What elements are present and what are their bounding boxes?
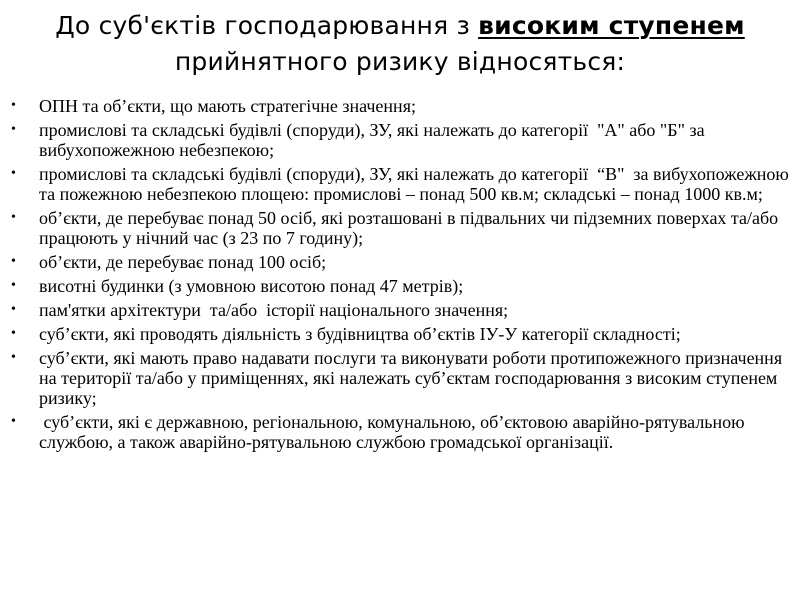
list-item [8,96,792,116]
list-item [8,412,792,452]
list-item-text: об’єкти, де перебуває понад 100 осіб; [39,252,327,272]
list-item [8,324,792,344]
list-item-text: суб’єкти, які є державною, регіональною, комунальною, об’єктовою аварійно-рятувальною службою, а також аварійно-рятувальною службою громадської організації. [39,412,750,452]
list-item-text: промислові та складські будівлі (споруди), ЗУ, які належать до категорії “В" за вибухопожежною та пожежною небезпекою площею: промислові – понад 500 кв.м; складські – понад 1000 кв.м; [39,164,794,204]
bullet-icon: • [11,326,16,341]
list-item [8,348,792,408]
list-item-text: суб’єкти, які мають право надавати послуги та виконувати роботи протипожежного призначення на території та/або у приміщеннях, які належать суб’єктам господарювання з високим ступенем ризику; [39,348,787,408]
title-part-2: прийнятного ризику відносяться: [174,47,626,76]
slide-title [30,8,770,80]
bullet-icon: • [11,302,16,317]
list-item-text: об’єкти, де перебуває понад 50 осіб, які розташовані в підвальних чи підземних поверхах та/або працюють у нічний час (з 23 по 7 годину); [39,208,783,248]
list-item [8,164,792,204]
bullet-icon: • [11,278,16,293]
list-item [8,252,792,272]
bullet-icon: • [11,98,16,113]
list-item [8,300,792,320]
bullet-icon: • [11,254,16,269]
bullet-icon: • [11,122,16,137]
list-item-text: висотні будинки (з умовною висотою понад 47 метрів); [39,276,464,296]
title-part-1: До суб'єктів господарювання з [55,11,479,40]
list-item-text: суб’єкти, які проводять діяльність з будівництва об’єктів ІУ-У категорії складності; [39,324,681,344]
bullet-list [8,96,792,456]
list-item [8,208,792,248]
list-item-text: промислові та складські будівлі (споруди), ЗУ, які належать до категорії "А" або "Б" за вибухопожежною небезпекою; [39,120,710,160]
bullet-icon: • [11,414,16,429]
list-item-text: пам'ятки архітектури та/або історії національного значення; [39,300,509,320]
bullet-icon: • [11,166,16,181]
title-emphasis: високим ступенем [478,11,745,40]
list-item-text: ОПН та об’єкти, що мають стратегічне значення; [39,96,416,116]
list-item [8,120,792,160]
bullet-icon: • [11,350,16,365]
list-item [8,276,792,296]
bullet-icon: • [11,210,16,225]
